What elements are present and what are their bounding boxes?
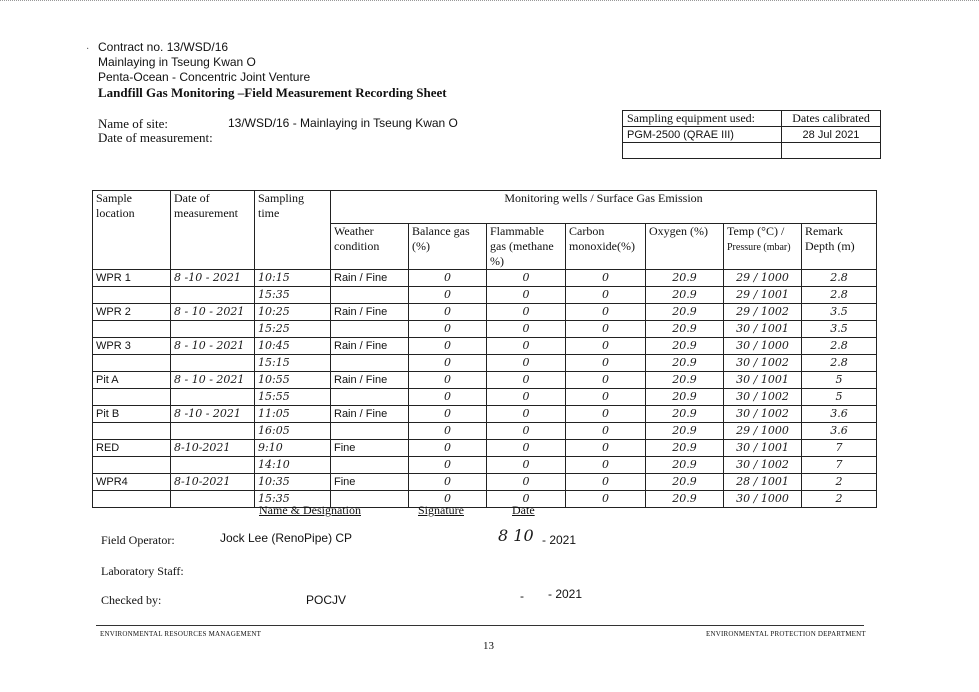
cell-location: WPR 2 — [93, 304, 171, 321]
measurement-rows — [93, 270, 877, 508]
header-oxygen: Oxygen (%) — [646, 224, 724, 270]
cell-remark: 2.8 — [802, 270, 877, 287]
cell-balance-gas: 0 — [409, 389, 487, 406]
cell-oxygen: 20.9 — [646, 440, 724, 457]
cell-temp-pressure: 29 / 1001 — [724, 287, 802, 304]
table-row — [93, 440, 877, 457]
calibration-header: Dates calibrated — [782, 111, 881, 127]
checked-by-label: Checked by: — [101, 593, 162, 607]
cell-balance-gas: 0 — [409, 423, 487, 440]
cell-temp-pressure: 30 / 1002 — [724, 389, 802, 406]
cell-date — [171, 355, 255, 372]
header-temp-pressure — [724, 224, 802, 270]
cell-temp-pressure: 29 / 1002 — [724, 304, 802, 321]
cell-date: 8 - 10 - 2021 — [171, 338, 255, 355]
cell-location — [93, 321, 171, 338]
cell-oxygen: 20.9 — [646, 406, 724, 423]
table-row — [93, 491, 877, 508]
cell-date — [171, 321, 255, 338]
footer-right-note: ENVIRONMENTAL PROTECTION DEPARTMENT — [706, 630, 866, 638]
cell-flammable-gas: 0 — [487, 355, 566, 372]
laboratory-staff-label: Laboratory Staff: — [101, 564, 184, 578]
cell-time: 15:55 — [255, 389, 331, 406]
cell-time: 15:15 — [255, 355, 331, 372]
cell-oxygen: 20.9 — [646, 423, 724, 440]
cell-oxygen: 20.9 — [646, 355, 724, 372]
cell-date — [171, 457, 255, 474]
cell-carbon-monoxide: 0 — [566, 304, 646, 321]
equipment-empty-cell — [623, 143, 782, 159]
header-group: Monitoring wells / Surface Gas Emission — [331, 191, 877, 224]
checked-year: - 2021 — [548, 587, 583, 601]
cell-location: RED — [93, 440, 171, 457]
cell-flammable-gas: 0 — [487, 304, 566, 321]
cell-remark: 5 — [802, 389, 877, 406]
cell-temp-pressure: 30 / 1001 — [724, 440, 802, 457]
cell-remark: 2.8 — [802, 287, 877, 304]
header-remark: Remark Depth (m) — [802, 224, 877, 270]
cell-balance-gas: 0 — [409, 270, 487, 287]
cell-remark: 2.8 — [802, 338, 877, 355]
field-operator-date: 8 10 — [498, 526, 534, 545]
footer-left-note: ENVIRONMENTAL RESOURCES MANAGEMENT — [100, 630, 262, 638]
cell-remark: 2.8 — [802, 355, 877, 372]
cell-balance-gas: 0 — [409, 474, 487, 491]
cell-location: WPR4 — [93, 474, 171, 491]
cell-location: Pit B — [93, 406, 171, 423]
cell-balance-gas: 0 — [409, 491, 487, 508]
cell-carbon-monoxide: 0 — [566, 355, 646, 372]
table-row — [93, 372, 877, 389]
cell-remark: 3.6 — [802, 406, 877, 423]
cell-time: 14:10 — [255, 457, 331, 474]
cell-weather: Rain / Fine — [331, 406, 409, 423]
checked-date: - — [520, 589, 524, 603]
cell-weather — [331, 423, 409, 440]
cell-carbon-monoxide: 0 — [566, 440, 646, 457]
header-time: Sampling time — [255, 191, 331, 270]
table-row — [93, 270, 877, 287]
checked-by-value: POCJV — [306, 593, 347, 607]
cell-flammable-gas: 0 — [487, 389, 566, 406]
cell-date: 8 - 10 - 2021 — [171, 304, 255, 321]
cell-carbon-monoxide: 0 — [566, 372, 646, 389]
equipment-header: Sampling equipment used: — [623, 111, 782, 127]
page-number: 13 — [483, 640, 494, 652]
cell-flammable-gas: 0 — [487, 338, 566, 355]
cell-carbon-monoxide: 0 — [566, 389, 646, 406]
signature-heading: Signature — [418, 503, 464, 517]
cell-date — [171, 287, 255, 304]
contractor: Penta-Ocean - Concentric Joint Venture — [98, 70, 311, 84]
cell-oxygen: 20.9 — [646, 389, 724, 406]
cell-date: 8-10-2021 — [171, 440, 255, 457]
cell-weather: Rain / Fine — [331, 270, 409, 287]
cell-flammable-gas: 0 — [487, 287, 566, 304]
cell-flammable-gas: 0 — [487, 457, 566, 474]
cell-date: 8 - 10 - 2021 — [171, 372, 255, 389]
site-name-value: 13/WSD/16 - Mainlaying in Tseung Kwan O — [228, 116, 458, 130]
header-balance-gas: Balance gas (%) — [409, 224, 487, 270]
cell-location: WPR 3 — [93, 338, 171, 355]
cell-temp-pressure: 30 / 1002 — [724, 406, 802, 423]
measurement-date-label: Date of measurement: — [98, 130, 213, 145]
cell-time: 11:05 — [255, 406, 331, 423]
cell-location — [93, 457, 171, 474]
cell-balance-gas: 0 — [409, 321, 487, 338]
cell-balance-gas: 0 — [409, 338, 487, 355]
cell-oxygen: 20.9 — [646, 491, 724, 508]
cell-time: 10:55 — [255, 372, 331, 389]
cell-oxygen: 20.9 — [646, 270, 724, 287]
cell-temp-pressure: 28 / 1001 — [724, 474, 802, 491]
cell-carbon-monoxide: 0 — [566, 338, 646, 355]
table-row — [93, 423, 877, 440]
cell-flammable-gas: 0 — [487, 372, 566, 389]
cell-remark: 7 — [802, 440, 877, 457]
cell-weather: Rain / Fine — [331, 304, 409, 321]
cell-flammable-gas: 0 — [487, 270, 566, 287]
cell-temp-pressure: 30 / 1001 — [724, 321, 802, 338]
cell-flammable-gas: 0 — [487, 474, 566, 491]
table-row — [93, 287, 877, 304]
table-row — [93, 457, 877, 474]
cell-weather — [331, 321, 409, 338]
cell-weather: Rain / Fine — [331, 338, 409, 355]
table-row — [93, 321, 877, 338]
cell-flammable-gas: 0 — [487, 423, 566, 440]
calibration-date: 28 Jul 2021 — [782, 127, 881, 143]
cell-time: 16:05 — [255, 423, 331, 440]
cell-oxygen: 20.9 — [646, 372, 724, 389]
cell-location — [93, 423, 171, 440]
cell-weather: Fine — [331, 440, 409, 457]
cell-temp-pressure: 30 / 1000 — [724, 338, 802, 355]
cell-flammable-gas: 0 — [487, 491, 566, 508]
cell-oxygen: 20.9 — [646, 338, 724, 355]
cell-remark: 3.5 — [802, 304, 877, 321]
cell-remark: 3.5 — [802, 321, 877, 338]
cell-remark: 7 — [802, 457, 877, 474]
cell-balance-gas: 0 — [409, 304, 487, 321]
cell-oxygen: 20.9 — [646, 457, 724, 474]
table-row — [93, 304, 877, 321]
cell-remark: 5 — [802, 372, 877, 389]
cell-date — [171, 389, 255, 406]
cell-flammable-gas: 0 — [487, 440, 566, 457]
cell-date: 8-10-2021 — [171, 474, 255, 491]
cell-remark: 2 — [802, 474, 877, 491]
cell-balance-gas: 0 — [409, 287, 487, 304]
date-heading: Date — [512, 503, 535, 517]
cell-flammable-gas: 0 — [487, 406, 566, 423]
equipment-name: PGM-2500 (QRAE III) — [623, 127, 782, 143]
cell-time: 10:35 — [255, 474, 331, 491]
cell-weather — [331, 389, 409, 406]
cell-balance-gas: 0 — [409, 372, 487, 389]
cell-time: 15:25 — [255, 321, 331, 338]
cell-carbon-monoxide: 0 — [566, 457, 646, 474]
header-flammable-gas: Flammable gas (methane %) — [487, 224, 566, 270]
header-carbon-monoxide: Carbon monoxide(%) — [566, 224, 646, 270]
header-location: Sample location — [93, 191, 171, 270]
cell-temp-pressure: 30 / 1002 — [724, 355, 802, 372]
cell-oxygen: 20.9 — [646, 474, 724, 491]
cell-temp-pressure: 29 / 1000 — [724, 270, 802, 287]
header-temp: Temp (°C) / — [727, 224, 785, 238]
cell-date: 8 -10 - 2021 — [171, 406, 255, 423]
cell-balance-gas: 0 — [409, 406, 487, 423]
cell-location: Pit A — [93, 372, 171, 389]
cell-date: 8 -10 - 2021 — [171, 270, 255, 287]
cell-balance-gas: 0 — [409, 457, 487, 474]
cell-oxygen: 20.9 — [646, 287, 724, 304]
header-pressure: Pressure (mbar) — [727, 242, 791, 253]
document-title: Landfill Gas Monitoring –Field Measurement Recording Sheet — [98, 85, 447, 100]
cell-location — [93, 491, 171, 508]
field-operator-year: - 2021 — [542, 533, 577, 547]
cell-carbon-monoxide: 0 — [566, 491, 646, 508]
cell-weather — [331, 457, 409, 474]
cell-date — [171, 491, 255, 508]
cell-carbon-monoxide: 0 — [566, 474, 646, 491]
cell-balance-gas: 0 — [409, 440, 487, 457]
cell-temp-pressure: 30 / 1000 — [724, 491, 802, 508]
scan-mark: · — [86, 44, 90, 55]
equipment-table — [622, 110, 881, 159]
cell-remark: 2 — [802, 491, 877, 508]
contract-no: Contract no. 13/WSD/16 — [98, 40, 229, 54]
cell-weather: Fine — [331, 474, 409, 491]
cell-time: 15:35 — [255, 287, 331, 304]
cell-temp-pressure: 29 / 1000 — [724, 423, 802, 440]
cell-date — [171, 423, 255, 440]
cell-time: 10:25 — [255, 304, 331, 321]
project-name: Mainlaying in Tseung Kwan O — [98, 55, 256, 69]
cell-carbon-monoxide: 0 — [566, 270, 646, 287]
cell-location — [93, 287, 171, 304]
cell-time: 10:45 — [255, 338, 331, 355]
field-operator-value: Jock Lee (RenoPipe) CP — [220, 531, 353, 545]
cell-location — [93, 355, 171, 372]
table-row — [93, 355, 877, 372]
cell-oxygen: 20.9 — [646, 304, 724, 321]
cell-location: WPR 1 — [93, 270, 171, 287]
cell-carbon-monoxide: 0 — [566, 287, 646, 304]
cell-weather — [331, 355, 409, 372]
cell-flammable-gas: 0 — [487, 321, 566, 338]
cell-weather: Rain / Fine — [331, 372, 409, 389]
table-row — [93, 474, 877, 491]
header-date: Date of measurement — [171, 191, 255, 270]
cell-oxygen: 20.9 — [646, 321, 724, 338]
table-row — [93, 338, 877, 355]
measurement-table — [92, 190, 877, 508]
cell-carbon-monoxide: 0 — [566, 321, 646, 338]
scan-edge — [0, 0, 979, 3]
cell-carbon-monoxide: 0 — [566, 406, 646, 423]
footer-rule — [96, 625, 864, 626]
cell-time: 15:35 — [255, 491, 331, 508]
cell-carbon-monoxide: 0 — [566, 423, 646, 440]
cell-temp-pressure: 30 / 1002 — [724, 457, 802, 474]
cell-balance-gas: 0 — [409, 355, 487, 372]
table-row — [93, 406, 877, 423]
field-operator-label: Field Operator: — [101, 533, 175, 547]
cell-weather — [331, 287, 409, 304]
name-designation-heading: Name & Designation — [259, 503, 361, 517]
cell-time: 10:15 — [255, 270, 331, 287]
cell-remark: 3.6 — [802, 423, 877, 440]
cell-time: 9:10 — [255, 440, 331, 457]
site-name-label: Name of site: — [98, 116, 169, 131]
cell-temp-pressure: 30 / 1001 — [724, 372, 802, 389]
calibration-empty-cell — [782, 143, 881, 159]
cell-location — [93, 389, 171, 406]
header-weather: Weather condition — [331, 224, 409, 270]
table-row — [93, 389, 877, 406]
